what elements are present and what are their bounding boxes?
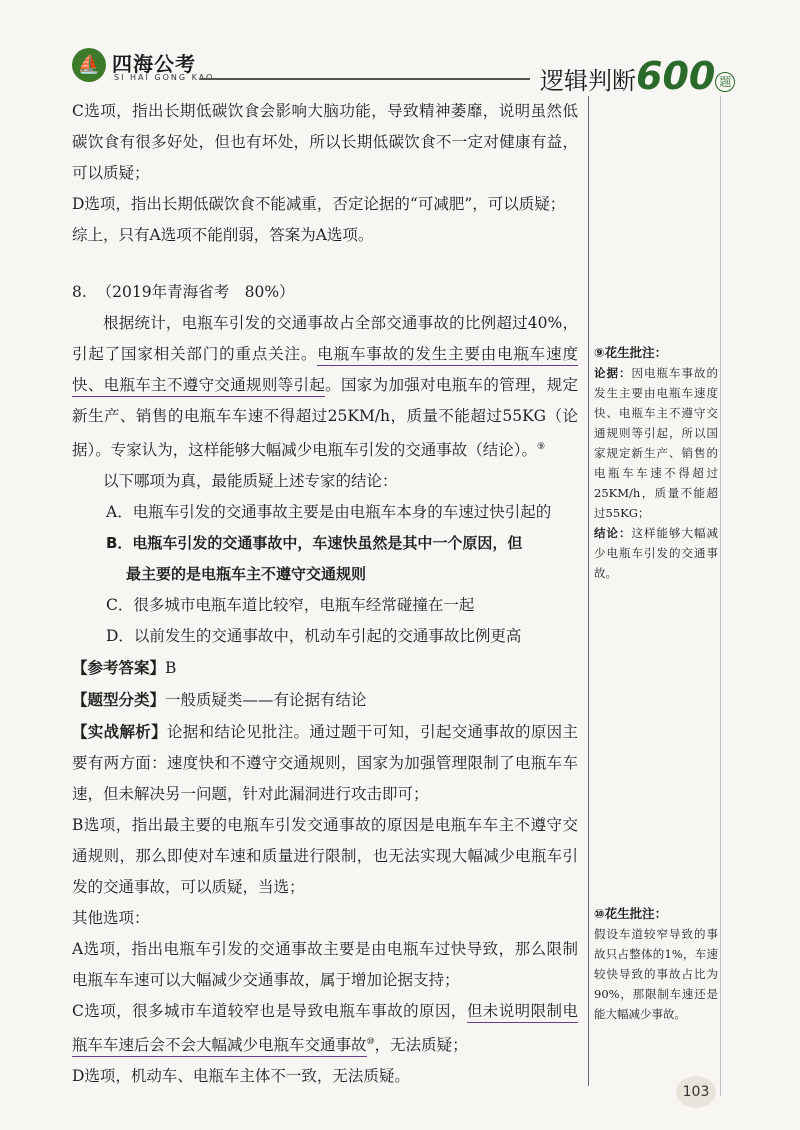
type-line (72, 684, 578, 716)
page-number: 103 (676, 1076, 716, 1108)
note-10-title: ⑩花生批注： (594, 906, 668, 921)
others-label: 其他选项： (72, 909, 150, 928)
option-a: A．电瓶车引发的交通事故主要是由电瓶车本身的车速过快引起的 (106, 503, 552, 522)
question-header (72, 277, 578, 308)
question-prompt: 以下哪项为真，最能质疑上述专家的结论： (103, 472, 398, 491)
book-title (540, 54, 735, 98)
question-stem (72, 308, 578, 466)
note-10-text: 假设车道较窄导致的事故只占整体的1%，车速较快导致的事故占比为90%，那限制车速还是能大幅减少事故。 (594, 927, 718, 1021)
margin-note-9 (594, 343, 718, 583)
question-number: 8. (72, 283, 87, 301)
book-title-suffix: 题 (715, 72, 735, 92)
answer-value: B (165, 659, 177, 678)
analysis-intro: 论据和结论见批注。通过题干可知，引起交通事故的原因主要有两方面：速度快和不遵守交通规则，国家为加强管理限制了电瓶车车速，但未解决另一问题，针对此漏洞进行攻击即可； (72, 723, 578, 804)
answer-line (72, 652, 578, 684)
note-9-conclusion: 这样能够大幅减少电瓶车引发的交通事故。 (594, 526, 718, 580)
stem-underline-evidence: 电瓶车事故的发生主要由电瓶车速度快、电瓶车主不遵守交通规则等引起 (72, 345, 578, 397)
option-b-line-1: B．电瓶车引发的交通事故中，车速快虽然是其中一个原因，但 (106, 534, 523, 553)
type-label: 【题型分类】 (72, 690, 166, 710)
option-c: C．很多城市电瓶车道比较窄，电瓶车经常碰撞在一起 (106, 596, 475, 615)
option-b (72, 528, 578, 590)
page-edge (720, 96, 721, 1096)
analysis-d: D选项，机动车、电瓶车主体不一致，无法质疑。 (72, 1067, 410, 1086)
option-d: D．以前发生的交通事故中，机动车引起的交通事故比例更高 (106, 627, 522, 646)
stem-part-2: 。国家为加强对电瓶车的管理，规定新生产、销售的电瓶车车速不得超过25KM/h，质量不能超过55KG（论据）。专家认为，这样能够大幅减少电瓶车引发的交通事故（结论）。 (72, 376, 578, 460)
note-ref-10: ⑩ (366, 1037, 375, 1048)
brand-name: 四海公考 (112, 52, 196, 76)
answer-label: 【参考答案】 (72, 658, 166, 678)
intro-summary: 综上，只有A选项不能削弱，答案为A选项。 (72, 226, 374, 244)
note-9-title: ⑨花生批注： (594, 345, 668, 360)
header-rule (200, 78, 530, 80)
intro-c-option: C选项，指出长期低碳饮食会影响大脑功能，导致精神萎靡，说明虽然低碳饮食有很多好处，但也有坏处，所以长期低碳饮食不一定对健康有益，可以质疑； (72, 102, 578, 182)
analysis-label: 【实战解析】 (72, 722, 167, 742)
note-ref-9: ⑨ (537, 442, 546, 452)
analysis-c-part-2: ，无法质疑； (374, 1036, 468, 1055)
main-column (72, 96, 578, 1092)
note-9-evidence: 因电瓶车事故的发生主要由电瓶车速度快、电瓶车主不遵守交通规则等引起，所以国家规定新生产、销售的电瓶车车速不得超过25KM/h，质量不能超过55KG； (594, 366, 718, 520)
intro-d-option: D选项，指出长期低碳饮食不能减重，否定论据的“可减肥”，可以质疑； (72, 195, 566, 213)
page-header (0, 0, 800, 100)
type-value: 一般质疑类——有论据有结论 (165, 691, 367, 710)
brand-subtitle: SI HAI GONG KAO (114, 73, 215, 82)
book-title-prefix: 逻辑判断 (540, 67, 636, 95)
margin-divider (588, 96, 589, 1086)
stem-part-1: 根据统计，电瓶车引发的交通事故占全部交通事故的比例超过40%，引起了国家相关部门的重点关注。 (72, 314, 578, 363)
sailboat-logo-icon: ⛵ (72, 48, 106, 82)
analysis-c-underline: 但未说明限制电瓶车车速后会不会大幅减少电瓶车交通事故 (72, 1002, 578, 1057)
analysis-a: A选项，指出电瓶车引发的交通事故主要是由电瓶车过快导致，那么限制电瓶车车速可以大幅减少交通事故，属于增加论据支持； (72, 940, 578, 990)
margin-note-10 (594, 904, 718, 1024)
analysis-b: B选项，指出最主要的电瓶车引发交通事故的原因是电瓶车车主不遵守交通规则，那么即使对车速和质量进行限制，也无法实现大幅减少电瓶车引发的交通事故，可以质疑，当选； (72, 816, 578, 897)
note-9-conclusion-label: 结论： (594, 526, 632, 540)
analysis-line (72, 716, 578, 810)
option-b-line-2: 最主要的是电瓶车主不遵守交通规则 (126, 565, 367, 584)
question-source: （2019年青海省考 80%） (96, 283, 295, 301)
note-9-evidence-label: 论据： (594, 366, 632, 380)
analysis-c-part-1: C选项，很多城市车道较窄也是导致电瓶车事故的原因， (72, 1002, 467, 1021)
book-title-number: 600 (636, 54, 716, 98)
analysis-c (72, 996, 578, 1061)
